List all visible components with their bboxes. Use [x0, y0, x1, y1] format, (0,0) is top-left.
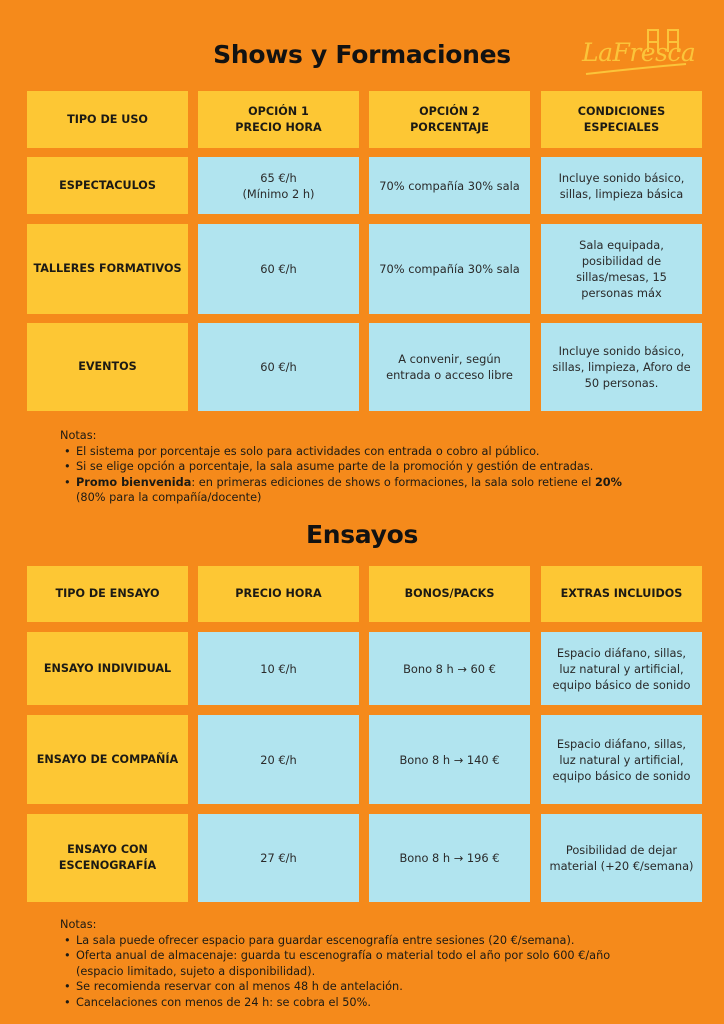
column-header: [27, 91, 188, 148]
table-cell: [541, 814, 702, 902]
table-cell: [369, 715, 530, 804]
cell-text: (Mínimo 2 h): [242, 186, 315, 201]
table-cell: [198, 157, 359, 214]
header-text: OPCIÓN 1: [248, 104, 309, 118]
notes-heading: Notas:: [60, 429, 97, 442]
cell-text: Espacio diáfano, sillas,: [556, 645, 687, 660]
cell-text: 27 €/h: [260, 851, 297, 865]
table-cell: [369, 814, 530, 902]
note-item: • El sistema por porcentaje es solo para actividades con entrada o cobro al público.: [76, 444, 680, 460]
cell-text: sillas, limpieza, Aforo de: [552, 360, 691, 374]
table-cell: [541, 157, 702, 214]
table-cell: [198, 224, 359, 314]
column-header: [541, 566, 702, 622]
notes-heading: Notas:: [60, 918, 97, 931]
header-text: PORCENTAJE: [410, 120, 489, 134]
column-header: [198, 91, 359, 148]
cell-text: A convenir, según: [398, 352, 501, 366]
cell-text: 70% compañía 30% sala: [379, 178, 520, 193]
row-label-text: ENSAYO CON: [67, 843, 148, 856]
table-cell: [369, 224, 530, 314]
row-label: [27, 632, 188, 705]
shows-notes: [60, 428, 680, 506]
note-item: • Si se elige opción a porcentaje, la sala asume parte de la promoción y gestión de entradas.: [76, 459, 680, 475]
cell-text: 65 €/h: [260, 170, 297, 185]
cell-text: luz natural y artificial,: [559, 752, 684, 767]
table-cell: [541, 715, 702, 804]
table-cell: [198, 715, 359, 804]
row-label: [27, 814, 188, 902]
table-cell: [198, 632, 359, 705]
column-header: [541, 91, 702, 148]
cell-text: equipo básico de sonido: [552, 677, 691, 692]
row-label-text: ESCENOGRAFÍA: [58, 859, 157, 872]
header-text: OPCIÓN 2: [419, 104, 480, 118]
header-text: PRECIO HORA: [235, 120, 322, 134]
cell-text: entrada o acceso libre: [386, 368, 513, 382]
row-label-text: ENSAYO DE COMPAÑÍA: [36, 752, 179, 766]
cell-text: sillas, limpieza básica: [559, 186, 684, 201]
cell-text: posibilidad de: [581, 254, 662, 268]
cell-text: 60 €/h: [260, 360, 297, 374]
note-item-promo: • Promo bienvenida: en primeras ediciones de shows o formaciones, la sala solo retiene el 20% (80% para la compañía/docente): [76, 475, 680, 506]
note-item: • Cancelaciones con menos de 24 h: se cobra el 50%.: [76, 995, 680, 1011]
cell-text: 60 €/h: [260, 262, 297, 276]
note-item: • La sala puede ofrecer espacio para guardar escenografía entre sesiones (20 €/semana).: [76, 933, 680, 949]
column-header: [369, 566, 530, 622]
cell-text: personas máx: [581, 286, 662, 300]
logo-text: LaFresca: [582, 38, 696, 67]
section-title-ensayos: Ensayos: [305, 520, 419, 549]
cell-text: material (+20 €/semana): [549, 859, 694, 873]
table-cell: [541, 224, 702, 314]
header-text: EXTRAS INCLUIDOS: [560, 587, 683, 600]
table-cell: [198, 323, 359, 411]
cell-text: Bono 8 h → 140 €: [399, 752, 500, 767]
cell-text: equipo básico de sonido: [552, 768, 691, 783]
column-header: [198, 566, 359, 622]
row-label: [27, 323, 188, 411]
cell-text: sillas/mesas, 15: [576, 270, 667, 284]
cell-text: Espacio diáfano, sillas,: [556, 736, 687, 751]
cell-text: Posibilidad de dejar: [565, 843, 678, 857]
row-label: [27, 157, 188, 214]
header-text: TIPO DE ENSAYO: [55, 587, 160, 600]
header-text: CONDICIONES: [577, 104, 666, 118]
header-text: PRECIO HORA: [235, 587, 322, 600]
row-label-text: ESPECTACULOS: [59, 178, 156, 192]
cell-text: Bono 8 h → 196 €: [399, 851, 500, 865]
note-item: • Oferta anual de almacenaje: guarda tu escenografía o material todo el año por solo 600 €/año (espacio limitado, sujeto a disponibilidad).: [76, 948, 680, 979]
ensayos-notes: [60, 917, 680, 1010]
header-text: BONOS/PACKS: [404, 587, 495, 600]
header-text: TIPO DE USO: [67, 112, 148, 126]
table-cell: [369, 323, 530, 411]
table-cell: [541, 323, 702, 411]
table-cell: [198, 814, 359, 902]
row-label-text: TALLERES FORMATIVOS: [33, 262, 182, 275]
cell-text: 10 €/h: [260, 661, 297, 676]
cell-text: Incluye sonido básico,: [558, 170, 685, 185]
header-text: ESPECIALES: [583, 120, 660, 134]
table-cell: [369, 157, 530, 214]
table-cell: [369, 632, 530, 705]
cell-text: 70% compañía 30% sala: [379, 262, 520, 276]
row-label: [27, 224, 188, 314]
table-cell: [541, 632, 702, 705]
section-title-shows: Shows y Formaciones: [213, 40, 511, 69]
cell-text: Sala equipada,: [579, 238, 664, 252]
row-label: [27, 715, 188, 804]
row-label-text: ENSAYO INDIVIDUAL: [43, 661, 172, 675]
row-label-text: EVENTOS: [78, 360, 137, 373]
cell-text: Incluye sonido básico,: [558, 344, 685, 358]
cell-text: 50 personas.: [584, 376, 659, 390]
column-header: [369, 91, 530, 148]
cell-text: luz natural y artificial,: [559, 661, 684, 676]
column-header: [27, 566, 188, 622]
cell-text: Bono 8 h → 60 €: [403, 661, 496, 676]
cell-text: 20 €/h: [260, 752, 297, 767]
note-item: • Se recomienda reservar con al menos 48 h de antelación.: [76, 979, 680, 995]
